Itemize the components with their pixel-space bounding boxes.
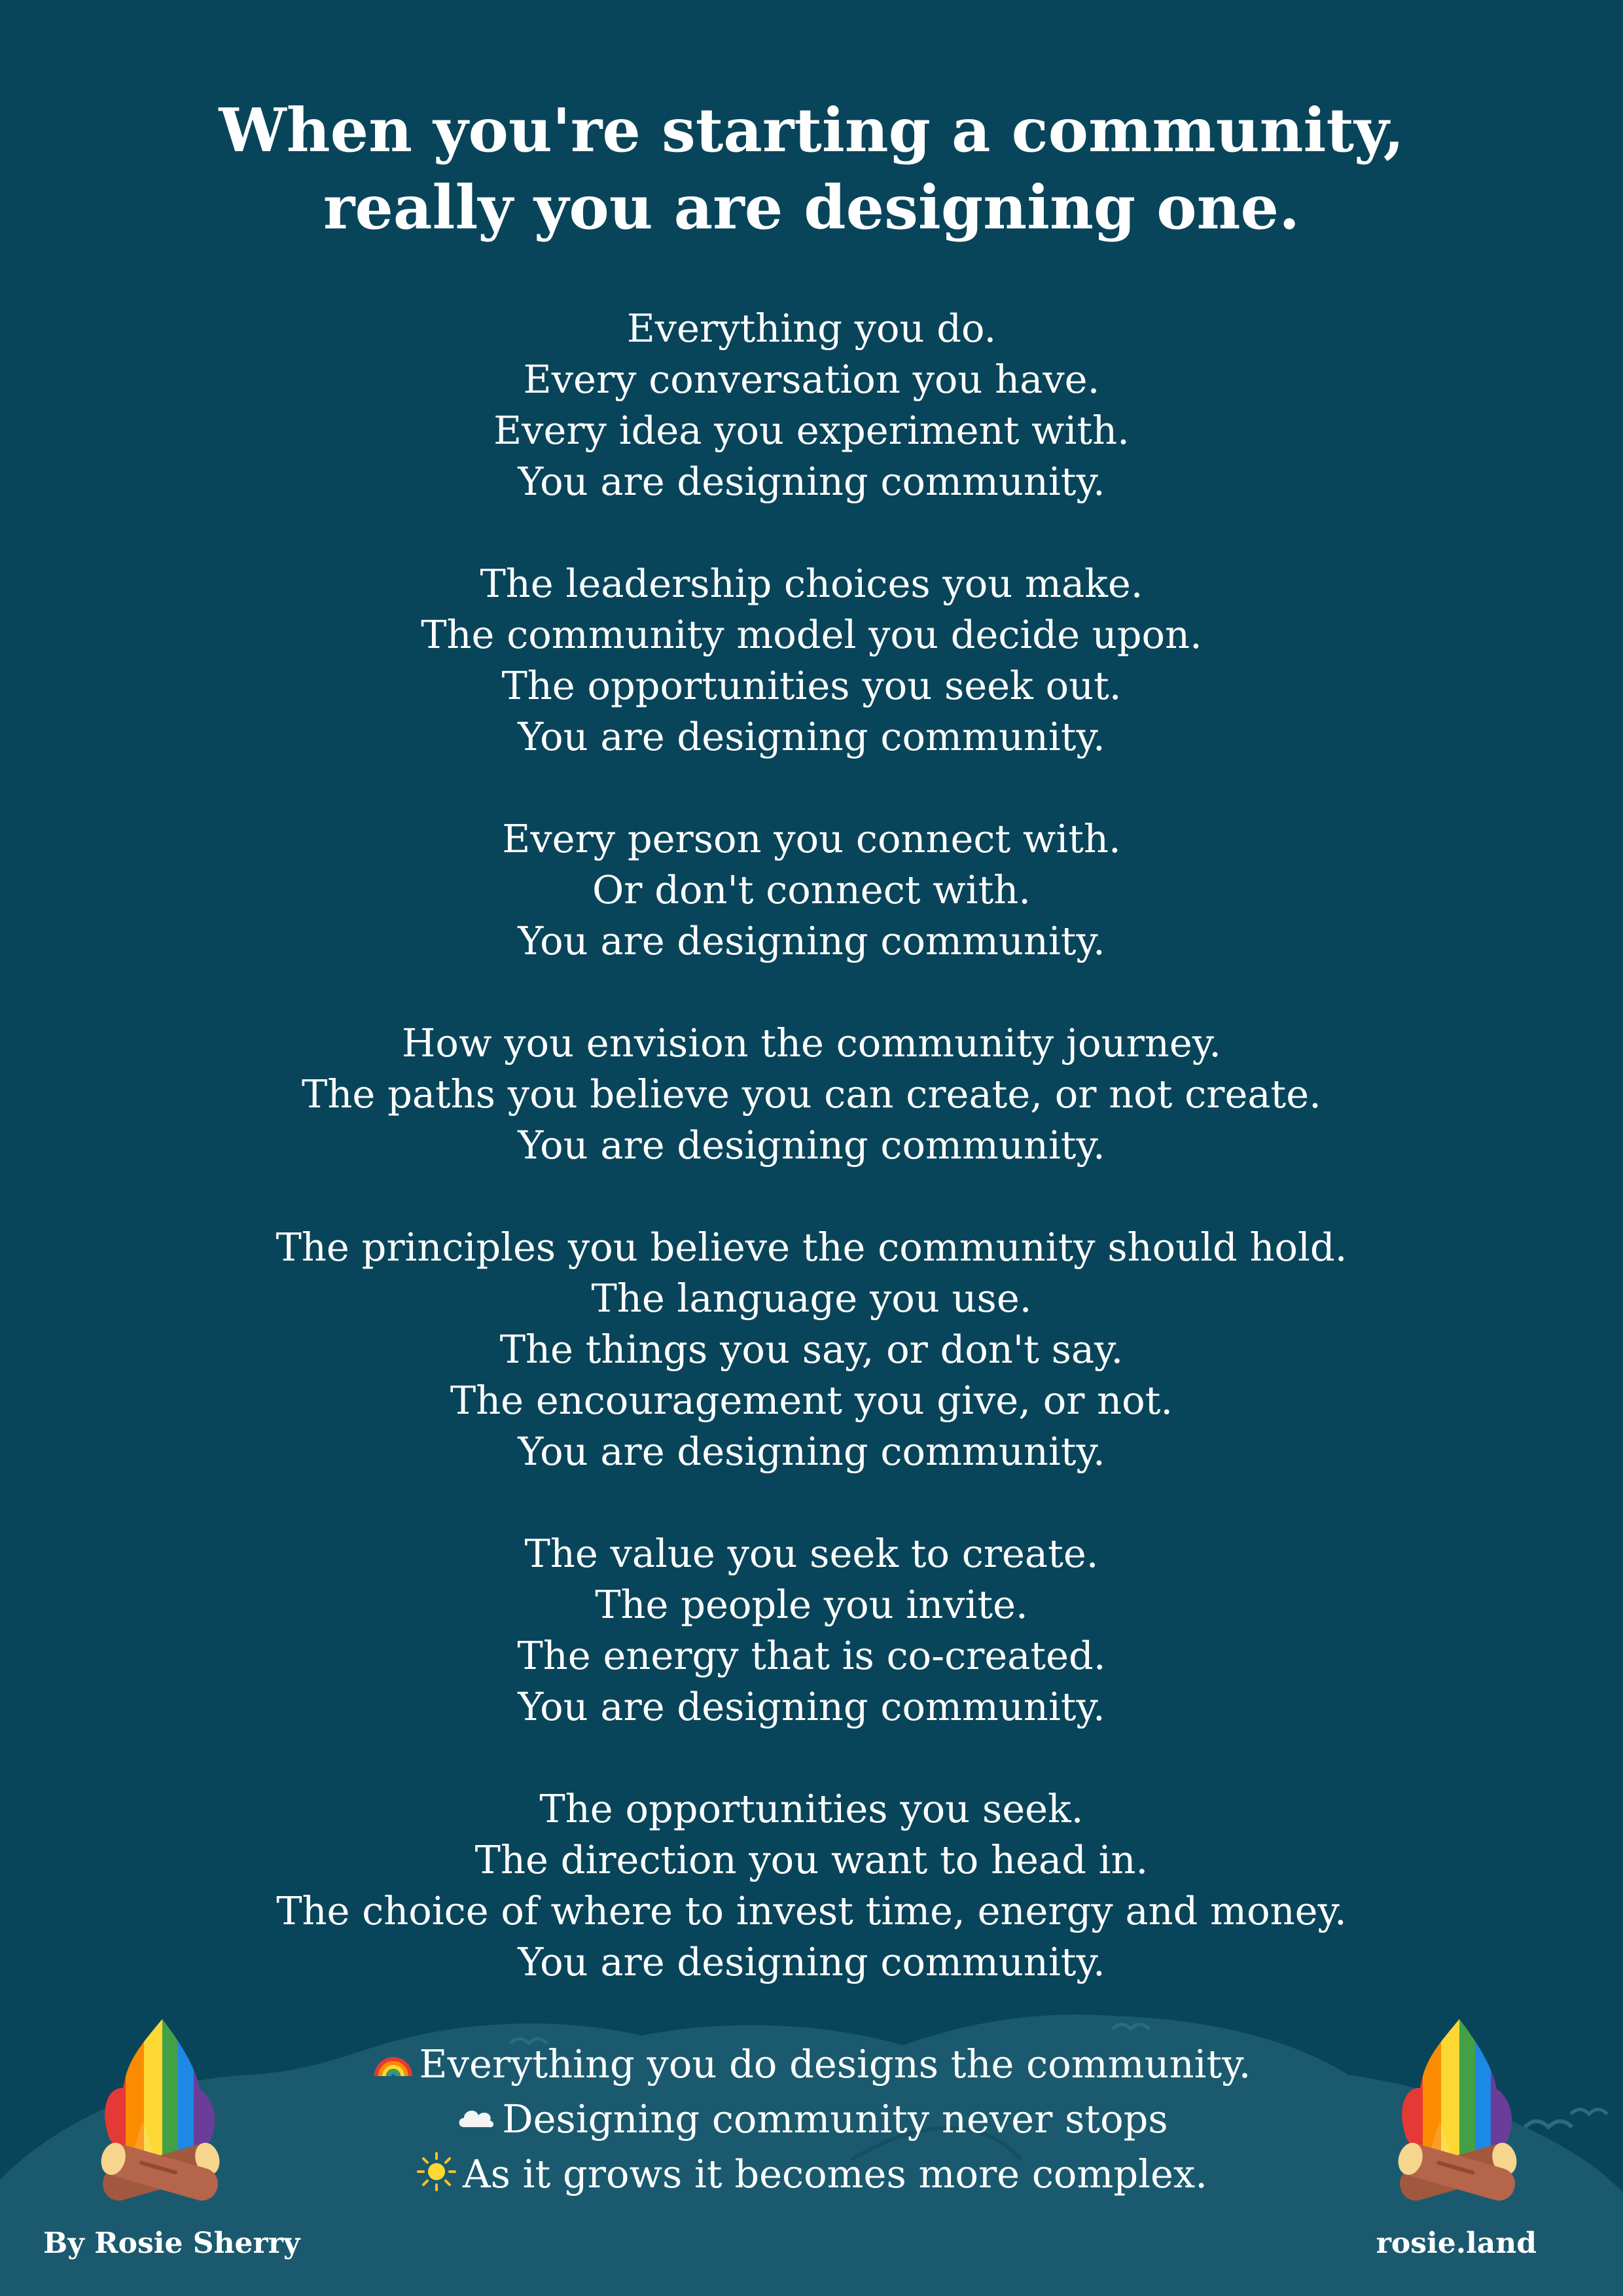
poem-line: You are designing community. bbox=[518, 1684, 1105, 1729]
poem-line: The community model you decide upon. bbox=[421, 612, 1202, 657]
poem-line: Everything you do. bbox=[626, 306, 997, 351]
closing-lines bbox=[0, 2037, 1623, 2202]
stanza bbox=[0, 1784, 1623, 1988]
stanza bbox=[0, 1222, 1623, 1477]
poem-line: Every person you connect with. bbox=[502, 816, 1121, 861]
poem-line: The principles you believe the community should hold. bbox=[276, 1225, 1347, 1270]
stanza bbox=[0, 1528, 1623, 1732]
poem-line: You are designing community. bbox=[518, 714, 1105, 759]
poem-line: Every idea you experiment with. bbox=[493, 408, 1130, 453]
poem-line: You are designing community. bbox=[518, 459, 1105, 504]
poem-line: The opportunities you seek. bbox=[539, 1786, 1084, 1831]
poem-line: Every conversation you have. bbox=[523, 357, 1100, 402]
closing-line bbox=[0, 2092, 1623, 2147]
poem-line: The direction you want to head in. bbox=[474, 1837, 1149, 1882]
closing-text: As it grows it becomes more complex. bbox=[463, 2151, 1207, 2197]
sun-icon bbox=[416, 2151, 457, 2193]
campfire-icon bbox=[1389, 2016, 1526, 2206]
title-line: really you are designing one. bbox=[323, 172, 1300, 243]
poem-line: The encouragement you give, or not. bbox=[450, 1378, 1173, 1423]
poem-line: You are designing community. bbox=[518, 1429, 1105, 1474]
poem-line: The energy that is co-created. bbox=[517, 1633, 1106, 1678]
stanza bbox=[0, 303, 1623, 507]
poem-line: You are designing community. bbox=[518, 918, 1105, 963]
stanza bbox=[0, 558, 1623, 762]
stanza bbox=[0, 1018, 1623, 1171]
poem-line: You are designing community. bbox=[518, 1939, 1105, 1984]
closing-line bbox=[0, 2147, 1623, 2202]
poem-line: Or don't connect with. bbox=[592, 867, 1031, 912]
page-title bbox=[0, 92, 1623, 246]
poem-line: The things you say, or don't say. bbox=[499, 1327, 1124, 1372]
rainbow-icon bbox=[372, 2041, 414, 2083]
title-line: When you're starting a community, bbox=[219, 95, 1404, 166]
campfire-icon bbox=[92, 2016, 229, 2206]
closing-text: Designing community never stops bbox=[502, 2096, 1168, 2142]
poem-line: The leadership choices you make. bbox=[480, 561, 1143, 606]
stanza bbox=[0, 814, 1623, 967]
poem-body bbox=[0, 303, 1623, 2039]
poem-line: The language you use. bbox=[591, 1276, 1032, 1321]
poem-line: The paths you believe you can create, or not create. bbox=[302, 1071, 1321, 1117]
poem-line: The value you seek to create. bbox=[524, 1531, 1099, 1576]
site-link[interactable]: rosie.land bbox=[1376, 2227, 1537, 2260]
poem-line: The people you invite. bbox=[595, 1582, 1028, 1627]
closing-line bbox=[0, 2037, 1623, 2092]
closing-text: Everything you do designs the community. bbox=[419, 2041, 1251, 2087]
cloud-icon bbox=[455, 2096, 497, 2138]
poem-line: The choice of where to invest time, energy and money. bbox=[276, 1888, 1347, 1933]
poem-line: The opportunities you seek out. bbox=[501, 663, 1122, 708]
poem-line: How you envision the community journey. bbox=[401, 1020, 1222, 1066]
poem-line: You are designing community. bbox=[518, 1122, 1105, 1168]
author-byline: By Rosie Sherry bbox=[43, 2227, 300, 2260]
